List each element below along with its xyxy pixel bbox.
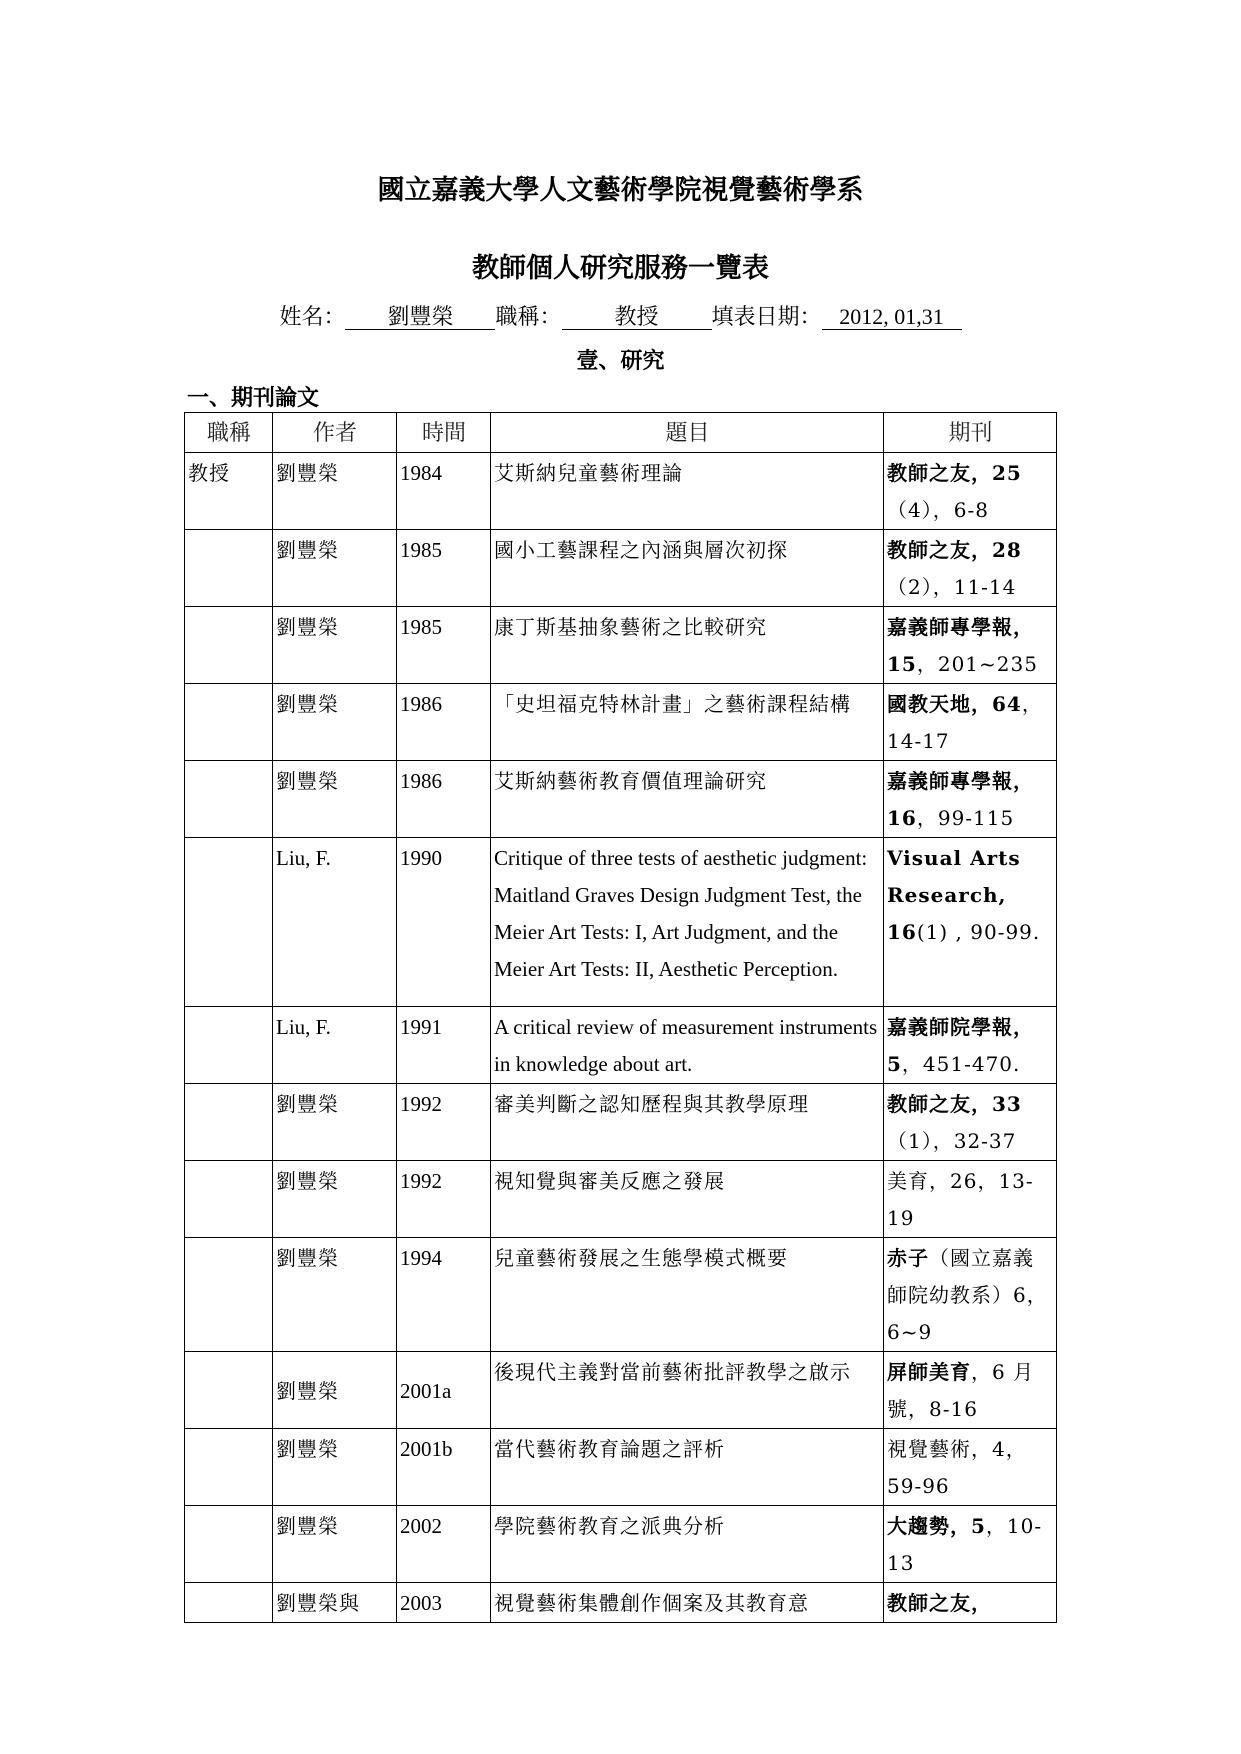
table-row — [185, 1429, 1057, 1506]
cell-author: 劉豐榮 — [273, 1429, 397, 1506]
journal-name: 大趨勢，5 — [887, 1514, 986, 1538]
cell-title: 艾斯納藝術教育價值理論研究 — [491, 761, 884, 838]
journal-volume-pages: ，201~235 — [916, 652, 1038, 676]
cell-title: 學院藝術教育之派典分析 — [491, 1506, 884, 1583]
cell-year: 1992 — [397, 1161, 491, 1238]
journal-volume-pages: （4），6-8 — [887, 498, 989, 522]
table-row — [185, 1007, 1057, 1084]
journal-name: Visual Arts Research, 16 — [887, 846, 1021, 944]
cell-author: 劉豐榮 — [273, 1506, 397, 1583]
cell-title: 視知覺與審美反應之發展 — [491, 1161, 884, 1238]
journal-papers-table — [184, 412, 1057, 1623]
cell-author: 劉豐榮 — [273, 607, 397, 684]
table-row — [185, 838, 1057, 1007]
cell-year: 1992 — [397, 1084, 491, 1161]
cell-rank — [185, 838, 273, 1007]
document-subtitle: 教師個人研究服務一覽表 — [472, 253, 769, 284]
cell-year: 1985 — [397, 607, 491, 684]
cell-rank — [185, 530, 273, 607]
cell-year: 1990 — [397, 838, 491, 1007]
cell-title: 後現代主義對當前藝術批評教學之啟示 — [491, 1352, 884, 1429]
cell-rank — [185, 1084, 273, 1161]
document-title: 國立嘉義大學人文藝術學院視覺藝術學系 — [377, 175, 864, 206]
cell-rank — [185, 1583, 273, 1623]
cell-rank — [185, 607, 273, 684]
table-row — [185, 1238, 1057, 1352]
cell-title: 「史坦福克特林計畫」之藝術課程結構 — [491, 684, 884, 761]
cell-year: 1986 — [397, 684, 491, 761]
rank-label: 職稱： — [495, 305, 562, 330]
cell-year: 1994 — [397, 1238, 491, 1352]
table-row — [185, 530, 1057, 607]
journal-volume-pages: （2），11-14 — [887, 575, 1017, 599]
table-header-row — [185, 413, 1057, 453]
cell-author: 劉豐榮 — [273, 453, 397, 530]
table-row — [185, 761, 1057, 838]
table-body — [185, 453, 1057, 1623]
cell-title: Critique of three tests of aesthetic judgment: Maitland Graves Design Judgment Test, the Meier Art Tests: I, Art Judgment, and the Meier Art Tests: II, Aesthetic Perception. — [491, 838, 884, 1007]
journal-volume-pages: 視覺藝術，4，59-96 — [887, 1437, 1027, 1498]
cell-author: 劉豐榮 — [273, 1161, 397, 1238]
journal-name: 國教天地，64 — [887, 692, 1022, 716]
cell-author: 劉豐榮 — [273, 1084, 397, 1161]
journal-name: 嘉義師院學報，5 — [887, 1015, 1034, 1076]
cell-journal — [884, 1429, 1057, 1506]
name-field: 劉豐榮 — [345, 305, 495, 330]
cell-title: 審美判斷之認知歷程與其教學原理 — [491, 1084, 884, 1161]
cell-rank — [185, 1429, 273, 1506]
cell-author: 劉豐榮 — [273, 530, 397, 607]
date-field: 2012, 01,31 — [822, 305, 962, 330]
cell-journal — [884, 838, 1057, 1007]
journal-volume-pages: 美育，26，13-19 — [887, 1169, 1034, 1230]
cell-journal — [884, 530, 1057, 607]
cell-author: 劉豐榮 — [273, 1238, 397, 1352]
journal-volume-pages: ，6 月號，8-16 — [887, 1360, 1035, 1421]
cell-year: 1984 — [397, 453, 491, 530]
cell-rank — [185, 1007, 273, 1084]
cell-author: Liu, F. — [273, 1007, 397, 1084]
journal-volume-pages: ，14-17 — [887, 692, 1043, 753]
cell-year: 1985 — [397, 530, 491, 607]
cell-journal — [884, 607, 1057, 684]
cell-year: 1991 — [397, 1007, 491, 1084]
cell-title: 視覺藝術集體創作個案及其教育意 — [491, 1583, 884, 1623]
journal-name: 嘉義師專學報，16 — [887, 769, 1034, 830]
cell-year: 2001b — [397, 1429, 491, 1506]
cell-year: 1986 — [397, 761, 491, 838]
cell-title: A critical review of measurement instruments in knowledge about art. — [491, 1007, 884, 1084]
cell-rank — [185, 1238, 273, 1352]
cell-author: 劉豐榮 — [273, 761, 397, 838]
table-row — [185, 1583, 1057, 1623]
date-label: 填表日期： — [711, 305, 822, 330]
journal-volume-pages: ，10-13 — [887, 1514, 1043, 1575]
section-heading: 壹、研究 — [576, 349, 665, 374]
table-row — [185, 607, 1057, 684]
cell-title: 當代藝術教育論題之評析 — [491, 1429, 884, 1506]
journal-name: 嘉義師專學報，15 — [887, 615, 1034, 676]
journal-name: 教師之友，33 — [887, 1092, 1022, 1116]
journal-name: 教師之友，25 — [887, 461, 1022, 485]
header-year: 時間 — [397, 413, 491, 453]
header-rank: 職稱 — [185, 413, 273, 453]
table-row — [185, 1506, 1057, 1583]
journal-volume-pages: ，99-115 — [916, 806, 1015, 830]
cell-rank — [185, 1352, 273, 1429]
journal-name: 教師之友， — [887, 1591, 992, 1615]
journal-volume-pages: （1），32-37 — [887, 1129, 1017, 1153]
journal-name: 教師之友，28 — [887, 538, 1022, 562]
cell-journal — [884, 1084, 1057, 1161]
journal-name: 赤子 — [887, 1246, 929, 1270]
cell-title: 康丁斯基抽象藝術之比較研究 — [491, 607, 884, 684]
header-journal: 期刊 — [884, 413, 1057, 453]
table-row — [185, 1084, 1057, 1161]
table-row — [185, 1352, 1057, 1429]
table-row — [185, 684, 1057, 761]
header-title: 題目 — [491, 413, 884, 453]
name-label: 姓名： — [279, 305, 346, 330]
cell-journal — [884, 684, 1057, 761]
cell-rank — [185, 1506, 273, 1583]
journal-name: 屏師美育 — [887, 1360, 971, 1384]
cell-journal — [884, 453, 1057, 530]
table-row — [185, 453, 1057, 530]
cell-journal — [884, 1583, 1057, 1623]
cell-rank: 教授 — [185, 453, 273, 530]
cell-title: 國小工藝課程之內涵與層次初探 — [491, 530, 884, 607]
cell-journal — [884, 1007, 1057, 1084]
cell-year: 2003 — [397, 1583, 491, 1623]
rank-field: 教授 — [562, 305, 712, 330]
cell-author: 劉豐榮 — [273, 684, 397, 761]
cell-author: Liu, F. — [273, 838, 397, 1007]
cell-journal — [884, 1506, 1057, 1583]
cell-year: 2002 — [397, 1506, 491, 1583]
subsection-heading: 一、期刊論文 — [187, 386, 320, 411]
cell-journal — [884, 1161, 1057, 1238]
cell-title: 艾斯納兒童藝術理論 — [491, 453, 884, 530]
journal-volume-pages: （國立嘉義師院幼教系）6，6~9 — [887, 1246, 1048, 1344]
journal-volume-pages: (1) , 90-99. — [916, 920, 1041, 944]
table-row — [185, 1161, 1057, 1238]
cell-journal — [884, 1352, 1057, 1429]
cell-journal — [884, 1238, 1057, 1352]
cell-rank — [185, 761, 273, 838]
cell-author: 劉豐榮 — [273, 1352, 397, 1429]
cell-author: 劉豐榮與 — [273, 1583, 397, 1623]
info-line — [0, 300, 1241, 331]
journal-volume-pages: ，451-470. — [901, 1052, 1021, 1076]
cell-title: 兒童藝術發展之生態學模式概要 — [491, 1238, 884, 1352]
cell-rank — [185, 684, 273, 761]
cell-year: 2001a — [397, 1352, 491, 1429]
cell-rank — [185, 1161, 273, 1238]
cell-journal — [884, 761, 1057, 838]
header-author: 作者 — [273, 413, 397, 453]
